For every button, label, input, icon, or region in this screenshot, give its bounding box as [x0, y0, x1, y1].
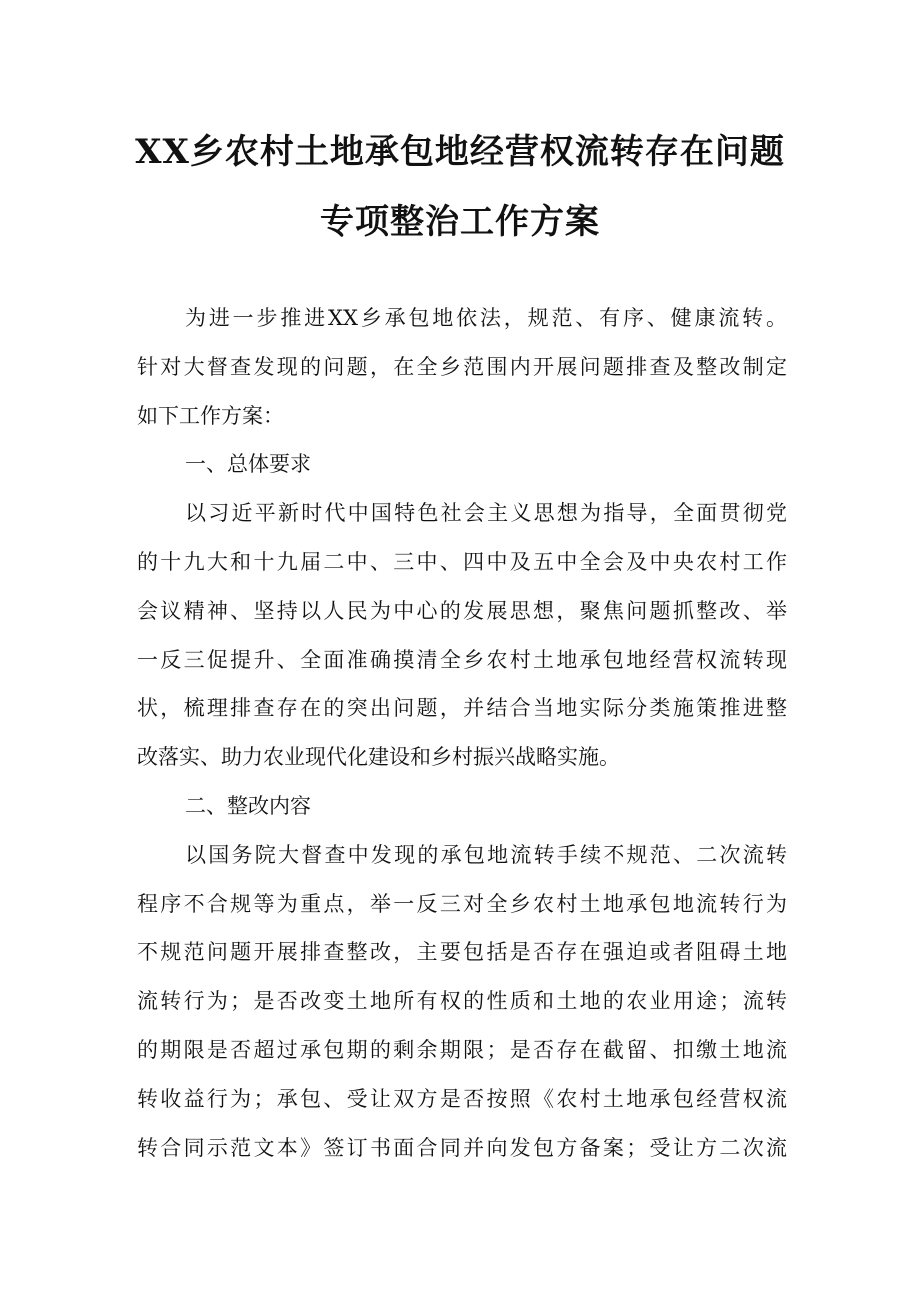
- body-text-line: 会议精神、坚持以人民为中心的发展思想，聚焦问题抓整改、举: [137, 598, 787, 623]
- document-title-line-1: XX乡农村土地承包地经营权流转存在问题: [135, 132, 785, 172]
- body-text-line: 程序不合规等为重点，举一反三对全乡农村土地承包地流转行为: [137, 891, 787, 916]
- document-body: [137, 294, 787, 1172]
- body-text-line: 流转行为；是否改变土地所有权的性质和土地的农业用途；流转: [137, 989, 787, 1014]
- body-text-line: 改落实、助力农业现代化建设和乡村振兴战略实施。: [137, 745, 620, 770]
- section-heading: 一、总体要求: [185, 452, 311, 477]
- body-text-line: 转收益行为；承包、受让双方是否按照《农村土地承包经营权流: [137, 1086, 787, 1111]
- body-text-line: 为进一步推进XX乡承包地依法，规范、有序、健康流转。: [185, 306, 787, 330]
- body-text-line: 针对大督查发现的问题，在全乡范围内开展问题排查及整改制定: [137, 354, 787, 379]
- body-text-line: 的十九大和十九届二中、三中、四中及五中全会及中央农村工作: [137, 549, 787, 574]
- document-title-line-2: 专项整治工作方案: [320, 202, 600, 242]
- section-heading: 二、整改内容: [185, 793, 311, 818]
- body-text-line: 转合同示范文本》签订书面合同并向发包方备案；受让方二次流: [137, 1135, 787, 1160]
- body-text-line: 的期限是否超过承包期的剩余期限；是否存在截留、扣缴土地流: [137, 1037, 787, 1062]
- body-text-line: 不规范问题开展排查整改，主要包括是否存在强迫或者阻碍土地: [137, 940, 787, 965]
- body-text-line: 状，梳理排查存在的突出问题，并结合当地实际分类施策推进整: [137, 696, 787, 721]
- body-text-line: 以习近平新时代中国特色社会主义思想为指导，全面贯彻党: [185, 501, 787, 526]
- body-text-line: 一反三促提升、全面准确摸清全乡农村土地承包地经营权流转现: [137, 647, 787, 672]
- body-text-line: 如下工作方案：: [137, 403, 284, 428]
- body-text-line: 以国务院大督查中发现的承包地流转手续不规范、二次流转: [185, 842, 787, 867]
